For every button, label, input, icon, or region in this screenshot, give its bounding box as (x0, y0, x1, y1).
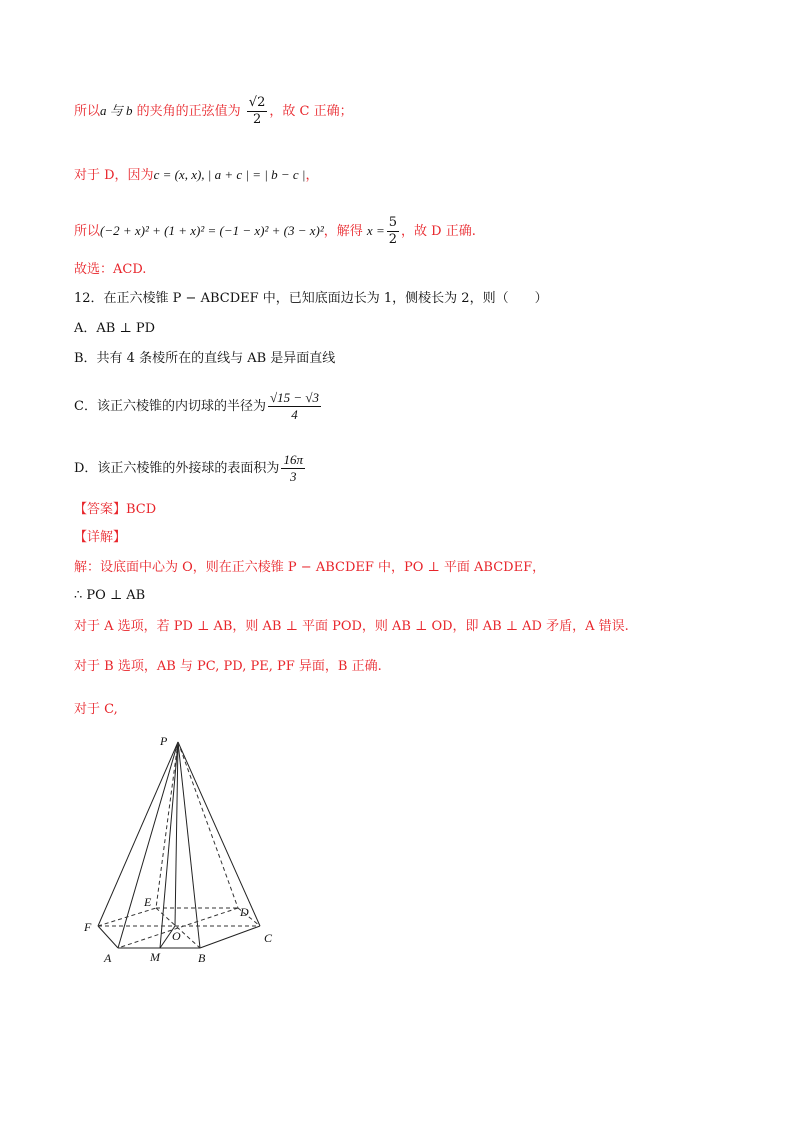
solution-line-3: 对于 A 选项，若 PD ⊥ AB，则 AB ⊥ 平面 POD，则 AB ⊥ OD，即 AB ⊥ AD 矛盾，A 错误. (74, 619, 629, 634)
edge-bc (200, 926, 260, 948)
line-option-d-condition (74, 165, 318, 186)
line-choice-acd: 故选：ACD. (74, 262, 147, 277)
solution-line-4: 对于 B 选项，AB 与 PC, PD, PE, PF 异面，B 正确. (74, 659, 382, 674)
fraction-inradius (268, 390, 321, 423)
edge-pb (178, 742, 200, 948)
text-span: 对于 D，因为 (74, 168, 154, 183)
edge-pc (178, 742, 260, 926)
text-span: 所以 (74, 104, 101, 119)
label-e: E (144, 895, 152, 909)
edge-fe (98, 908, 156, 926)
line-sine-angle (74, 95, 353, 128)
label-o: O (172, 929, 181, 943)
text-span: ，故 D 正确. (401, 224, 476, 239)
option-c (74, 390, 323, 423)
fraction-numerator: 16π (283, 452, 303, 467)
hexagonal-pyramid-figure (80, 728, 290, 968)
text-span: ，解得 (323, 224, 367, 239)
label-c: C (264, 931, 273, 945)
math-vectors-ab: a 与 b (100, 103, 133, 118)
option-a: A．AB ⊥ PD (74, 321, 155, 336)
fraction-sqrt2-over-2 (247, 95, 268, 128)
fraction-numerator: √15 − √3 (269, 390, 319, 405)
fraction-surface-area (281, 452, 305, 485)
text-span: 的夹角的正弦值为 (132, 104, 245, 119)
solution-line-1: 解：设底面中心为 O，则在正六棱锥 P − ABCDEF 中，PO ⊥ 平面 ABCDEF， (74, 560, 546, 575)
label-a: A (104, 951, 112, 965)
math-equation: (−2 + x)² + (1 + x)² = (−1 − x)² + (3 − x)² (100, 223, 324, 238)
label-b: B (198, 951, 206, 965)
answer-heading: 【答案】BCD (74, 502, 157, 517)
option-d (74, 452, 307, 485)
option-b: B．共有 4 条棱所在的直线与 AB 是异面直线 (74, 351, 336, 366)
fraction-numerator: √2 (248, 95, 266, 110)
text-span: ，故 C 正确； (269, 104, 353, 119)
fraction-denominator: 4 (291, 407, 298, 422)
text-span: 所以 (74, 224, 101, 239)
fraction-denominator: 2 (388, 232, 397, 247)
label-m: M (150, 950, 160, 964)
label-p: P (160, 734, 168, 748)
text-span: D．该正六棱锥的外接球的表面积为 (74, 461, 280, 476)
fraction-denominator: 2 (252, 112, 262, 127)
solution-line-5: 对于 C, (74, 702, 118, 717)
text-span: C．该正六棱锥的内切球的半径为 (74, 399, 266, 414)
math-x-equals: x = (366, 223, 385, 238)
line-option-d-equation (74, 215, 476, 248)
label-f: F (84, 920, 92, 934)
fraction-denominator: 3 (289, 469, 297, 484)
label-d: D (240, 905, 249, 919)
fraction-numerator: 5 (388, 215, 397, 230)
fraction-5-over-2 (387, 215, 399, 248)
edge-fa (98, 926, 118, 948)
question-12: 12．在正六棱锥 P − ABCDEF 中，已知底面边长为 1，侧棱长为 2，则（ ） (74, 291, 548, 306)
text-span: ， (305, 168, 319, 183)
solution-line-2: ∴ PO ⊥ AB (74, 588, 146, 603)
math-vector-c: c = (x, x), | a + c | = | b − c | (153, 167, 306, 182)
detail-heading: 【详解】 (74, 530, 127, 545)
